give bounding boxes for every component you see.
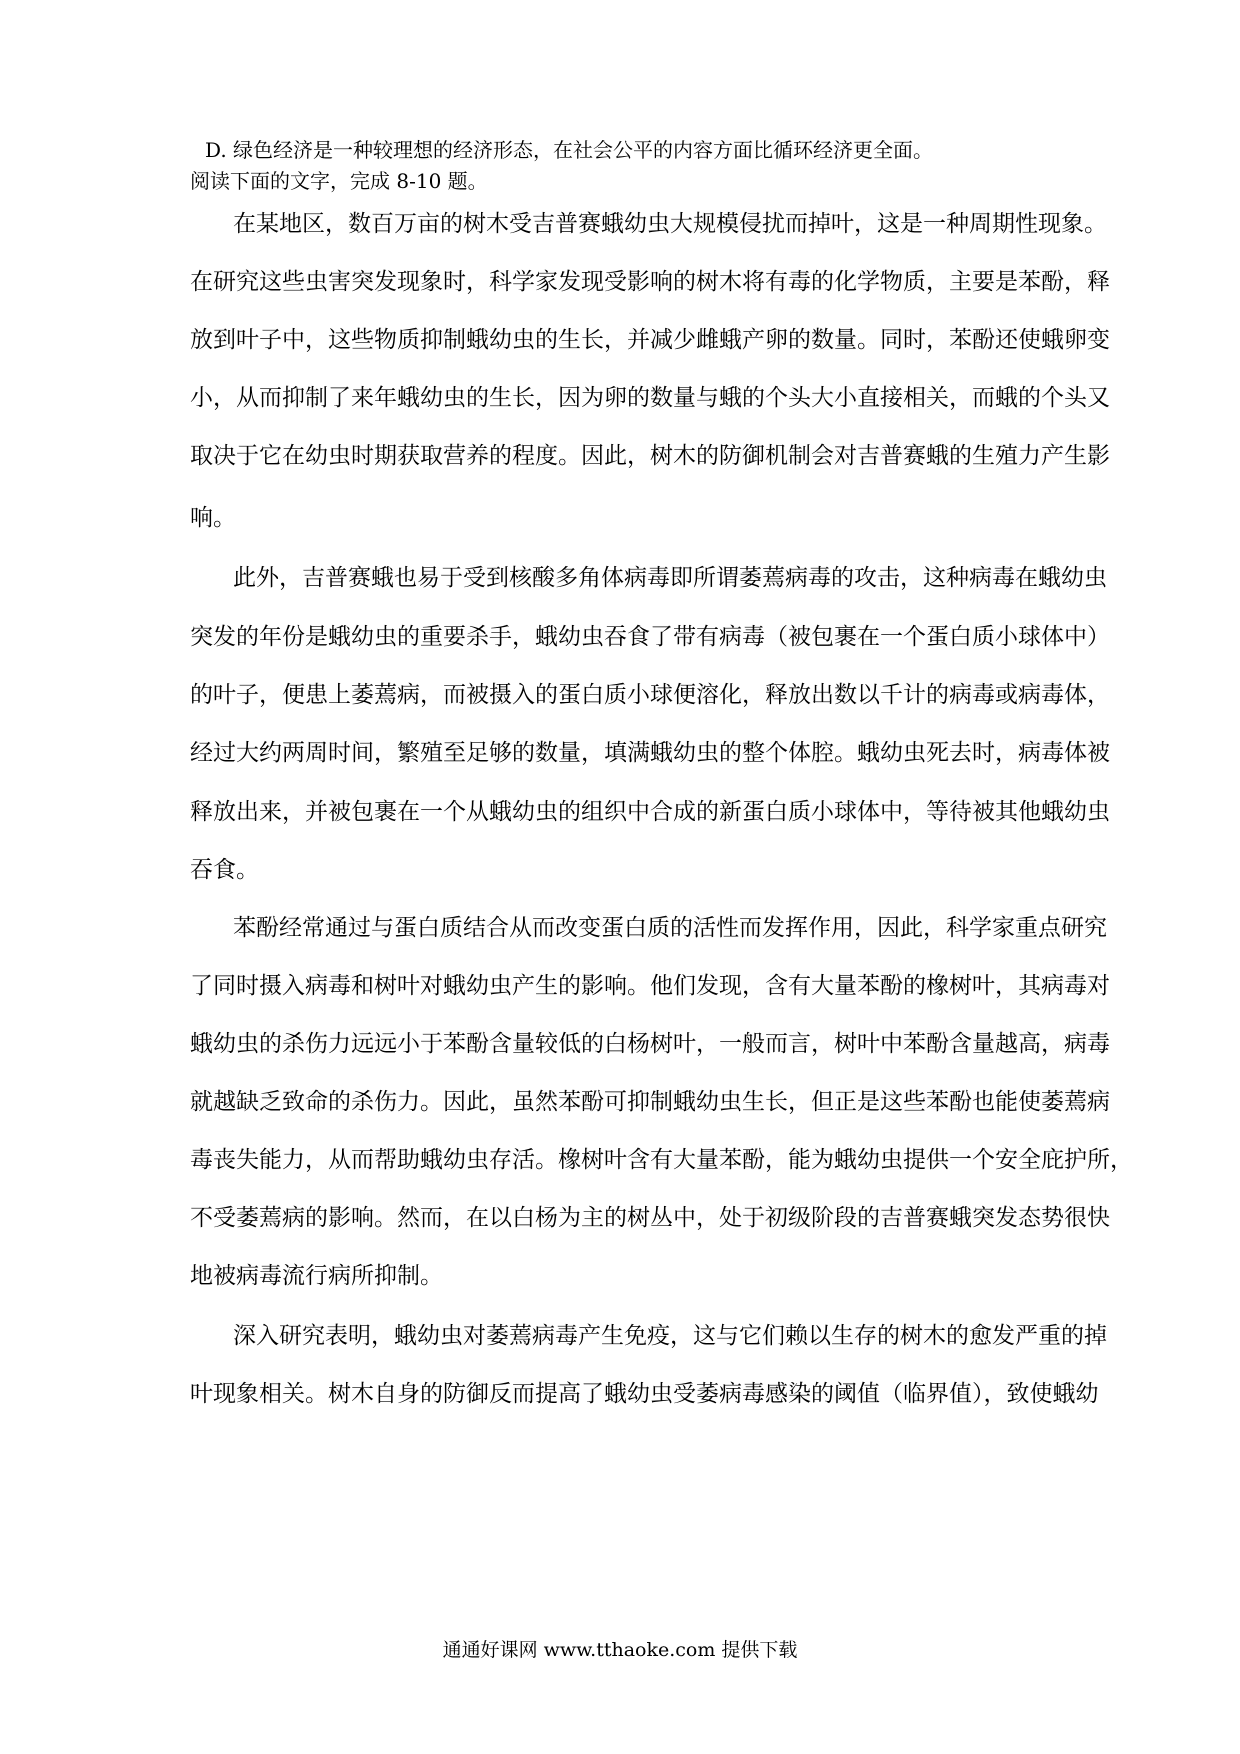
p3-line-1: 苯酚经常通过与蛋白质结合从而改变蛋白质的活性而发挥作用，因此，科学家重点研究 [233, 915, 1107, 941]
page-footer: 通通好课网 www.tthaoke.com 提供下载 [442, 1639, 798, 1661]
p1-line-5: 取决于它在幼虫时期获取营养的程度。因此，树木的防御机制会对吉普赛蛾的生殖力产生影 [190, 443, 1110, 469]
p2-line-6: 吞食。 [190, 857, 259, 883]
p2-line-3: 的叶子，便患上萎蔫病，而被摄入的蛋白质小球便溶化，释放出数以千计的病毒或病毒体， [190, 682, 1110, 708]
p3-line-2: 了同时摄入病毒和树叶对蛾幼虫产生的影响。他们发现，含有大量苯酚的橡树叶，其病毒对 [190, 973, 1110, 999]
p1-line-4: 小，从而抑制了来年蛾幼虫的生长，因为卵的数量与蛾的个头大小直接相关，而蛾的个头又 [190, 385, 1110, 411]
p2-line-5: 释放出来，并被包裹在一个从蛾幼虫的组织中合成的新蛋白质小球体中，等待被其他蛾幼虫 [190, 799, 1110, 825]
reading-instruction: 阅读下面的文字，完成 8-10 题。 [190, 169, 488, 193]
p1-line-1: 在某地区，数百万亩的树木受吉普赛蛾幼虫大规模侵扰而掉叶，这是一种周期性现象。 [233, 211, 1107, 237]
p3-line-5: 毒丧失能力，从而帮助蛾幼虫存活。橡树叶含有大量苯酚，能为蛾幼虫提供一个安全庇护所， [190, 1147, 1133, 1173]
p2-line-1: 此外，吉普赛蛾也易于受到核酸多角体病毒即所谓萎蔫病毒的攻击，这种病毒在蛾幼虫 [233, 565, 1107, 591]
p3-line-7: 地被病毒流行病所抑制。 [190, 1263, 443, 1289]
p3-line-6: 不受萎蔫病的影响。然而，在以白杨为主的树丛中，处于初级阶段的吉普赛蛾突发态势很快 [190, 1205, 1110, 1231]
option-d: D. 绿色经济是一种较理想的经济形态，在社会公平的内容方面比循环经济更全面。 [205, 138, 934, 162]
p1-line-2: 在研究这些虫害突发现象时，科学家发现受影响的树木将有毒的化学物质，主要是苯酚，释 [190, 269, 1110, 295]
p1-line-3: 放到叶子中，这些物质抑制蛾幼虫的生长，并减少雌蛾产卵的数量。同时，苯酚还使蛾卵变 [190, 327, 1110, 353]
p4-line-2: 叶现象相关。树木自身的防御反而提高了蛾幼虫受萎病毒感染的阈值（临界值），致使蛾幼 [190, 1381, 1099, 1407]
p2-line-4: 经过大约两周时间，繁殖至足够的数量，填满蛾幼虫的整个体腔。蛾幼虫死去时，病毒体被 [190, 740, 1110, 766]
p3-line-4: 就越缺乏致命的杀伤力。因此，虽然苯酚可抑制蛾幼虫生长，但正是这些苯酚也能使萎蔫病 [190, 1089, 1110, 1115]
p3-line-3: 蛾幼虫的杀伤力远远小于苯酚含量较低的白杨树叶，一般而言，树叶中苯酚含量越高，病毒 [190, 1031, 1110, 1057]
p1-line-6: 响。 [190, 505, 236, 531]
p2-line-2: 突发的年份是蛾幼虫的重要杀手，蛾幼虫吞食了带有病毒（被包裹在一个蛋白质小球体中） [190, 624, 1110, 650]
p4-line-1: 深入研究表明，蛾幼虫对萎蔫病毒产生免疫，这与它们赖以生存的树木的愈发严重的掉 [233, 1323, 1107, 1349]
